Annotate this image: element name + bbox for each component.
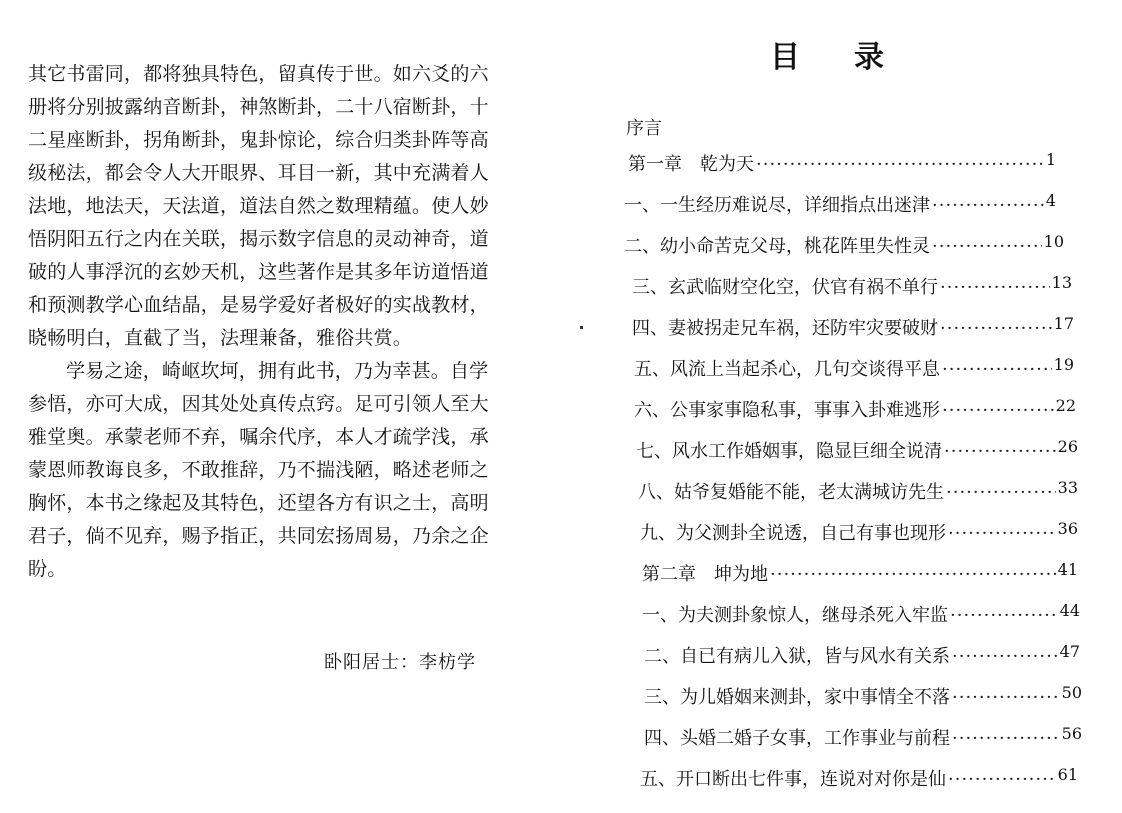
preface-author: 卧阳居士：李枋学 — [324, 652, 476, 673]
text-line: 君子，倘不见弃，赐予指正，共同宏扬周易，乃余之企 — [28, 525, 489, 547]
text-line: 雅堂奥。承蒙老师不弃，嘱余代序，本人才疏学浅，承 — [28, 426, 489, 448]
text-line: 其它书雷同，都将独具特色，留真传于世。如六爻的六 — [28, 63, 489, 85]
dot-leader — [952, 687, 1060, 708]
toc-item-label: 四、头婚二婚子女事，工作事业与前程 — [644, 728, 950, 749]
text-line: 法地，地法天，天法道，道法自然之数理精蕴。使人妙 — [28, 195, 489, 217]
toc-item-label: 一、一生经历难说尽，详细指点出迷津 — [624, 195, 930, 216]
toc-item — [642, 601, 1080, 627]
dot-leader — [952, 728, 1060, 749]
dot-leader — [756, 154, 1044, 175]
text-line: 二星座断卦，拐角断卦，鬼卦惊论，综合归类卦阵等高 — [28, 129, 489, 151]
text-line: 蒙恩师教诲良多，不敢推辞，乃不揣浅陋，略述老师之 — [28, 459, 489, 481]
toc-item-label: 三、为儿婚姻来测卦，家中事情全不落 — [644, 687, 950, 708]
toc-preface: 序言 — [626, 118, 662, 139]
toc-item-label: 八、姑爷复婚能不能，老太满城访先生 — [638, 482, 944, 503]
toc-page-number: 41 — [1057, 560, 1078, 579]
toc-item-label: 五、开口断出七件事，连说对对你是仙 — [640, 769, 946, 790]
toc-item — [644, 683, 1082, 709]
toc-item-label: 二、自已有病儿入狱，皆与风水有关系 — [644, 646, 950, 667]
dot-leader — [932, 195, 1044, 216]
text-line: 参悟，亦可大成，因其处处真传点窍。足可引领人至大 — [28, 393, 489, 415]
toc-chapter-label: 第一章 乾为天 — [628, 154, 754, 175]
dot-leader — [940, 318, 1052, 339]
toc-item — [624, 191, 1056, 217]
dot-leader — [944, 441, 1056, 462]
text-line: 晓畅明白，直截了当，法理兼备，雅俗共赏。 — [28, 327, 413, 349]
toc-page-number: 56 — [1061, 724, 1082, 743]
dot-leader — [948, 523, 1056, 544]
toc-page-number: 10 — [1043, 232, 1064, 251]
toc-item — [640, 519, 1078, 545]
toc-item — [634, 396, 1076, 422]
toc-page-number: 4 — [1045, 191, 1056, 210]
toc-item — [624, 232, 1064, 258]
toc-item — [638, 478, 1078, 504]
toc-chapter-label: 第二章 坤为地 — [642, 564, 768, 585]
toc-page-number: 36 — [1057, 519, 1078, 538]
toc-page-number: 50 — [1061, 683, 1082, 702]
toc-page-number: 22 — [1055, 396, 1076, 415]
toc-page-number: 44 — [1059, 601, 1080, 620]
toc-page-number: 33 — [1057, 478, 1078, 497]
toc-item — [644, 642, 1080, 668]
dot-leader — [946, 482, 1056, 503]
toc-page-number: 17 — [1053, 314, 1074, 333]
toc-item-label: 六、公事家事隐私事，事事入卦难逃形 — [634, 400, 940, 421]
dot-leader — [950, 605, 1058, 626]
text-line: 级秘法，都会令人大开眼界、耳目一新，其中充满着人 — [28, 162, 489, 184]
text-line: 和预测教学心血结晶，是易学爱好者极好的实战教材， — [28, 294, 489, 316]
toc-page-number: 13 — [1051, 273, 1072, 292]
toc-item — [636, 437, 1078, 463]
toc-page-number: 26 — [1057, 437, 1078, 456]
text-line: 悟阴阳五行之内在关联，揭示数字信息的灵动神奇，道 — [28, 228, 489, 250]
toc-page-number: 19 — [1053, 355, 1074, 374]
text-line: 册将分别披露纳音断卦，神煞断卦，二十八宿断卦，十 — [28, 96, 489, 118]
toc-page-number: 1 — [1045, 150, 1056, 169]
dot-leader — [770, 564, 1056, 585]
dot-leader — [942, 400, 1054, 421]
toc-item — [640, 765, 1078, 791]
dot-leader — [948, 769, 1056, 790]
toc-item-label: 四、妻被拐走兄车祸，还防牢灾要破财 — [632, 318, 938, 339]
text-line: 盼。 — [28, 558, 67, 580]
toc-item — [632, 314, 1074, 340]
toc-page-number: 61 — [1057, 765, 1078, 784]
toc-title-char: 目 — [770, 40, 802, 75]
toc-item-label: 五、风流上当起杀心，几句交谈得平息 — [634, 359, 940, 380]
toc-page-number: 47 — [1059, 642, 1080, 661]
dot-leader — [942, 359, 1052, 380]
text-line: 胸怀，本书之缘起及其特色，还望各方有识之士，高明 — [28, 492, 489, 514]
toc-item-label: 一、为夫测卦象惊人，继母杀死入牢监 — [642, 605, 948, 626]
toc-item-label: 七、风水工作婚姻事，隐显巨细全说清 — [636, 441, 942, 462]
toc-item — [634, 355, 1074, 381]
toc-item — [644, 724, 1082, 750]
toc-item-label: 二、幼小命苦克父母，桃花阵里失性灵 — [624, 236, 930, 257]
text-line: 破的人事浮沉的玄妙天机，这些著作是其多年访道悟道 — [28, 261, 489, 283]
text-line: 学易之途，崎岖坎坷，拥有此书，乃为幸甚。自学 — [66, 360, 489, 382]
toc-item-label: 三、玄武临财空化空，伏官有祸不单行 — [632, 277, 938, 298]
dot-leader — [940, 277, 1050, 298]
toc-title-char: 录 — [854, 40, 886, 75]
toc-chapter — [642, 560, 1078, 586]
toc-item-label: 九、为父测卦全说透，自己有事也现形 — [640, 523, 946, 544]
dot-leader — [932, 236, 1042, 257]
dot-leader — [952, 646, 1058, 667]
toc-item — [632, 273, 1072, 299]
toc-chapter — [628, 150, 1056, 176]
